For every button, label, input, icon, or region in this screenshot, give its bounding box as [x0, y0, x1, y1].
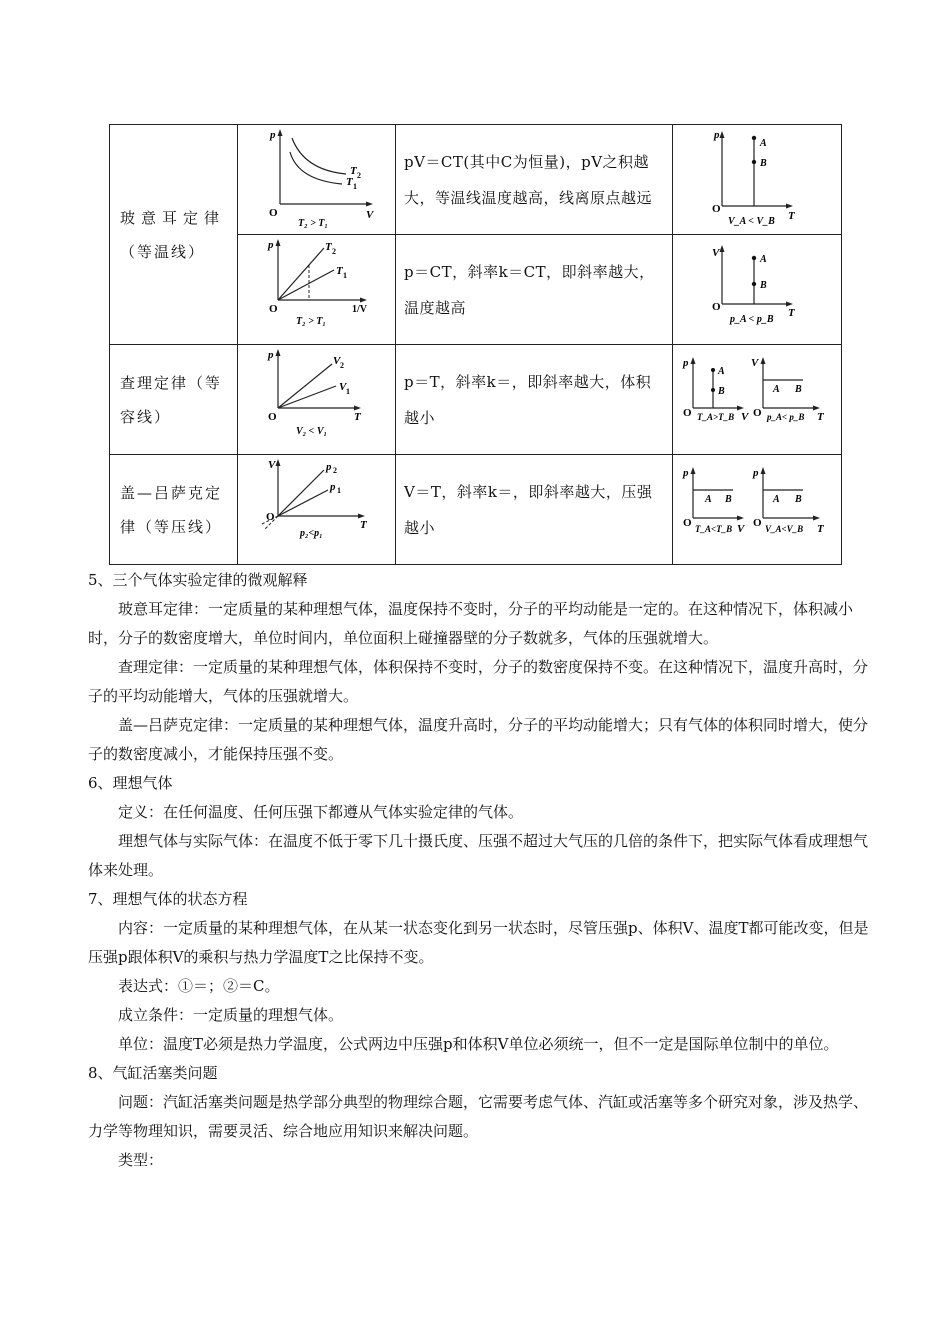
graph-caption: T_A>T_B [697, 411, 735, 422]
origin-label: O [268, 302, 278, 315]
paragraph: 内容：一定质量的某种理想气体，在从某一状态变化到另一状态时，尽管压强p、体积V、温度T都可能改变，但是压强p跟体积V的乘积与热力学温度T之比保持不变。 [88, 919, 869, 966]
example-pair-plot [677, 346, 837, 450]
point-label-b: B [760, 157, 767, 169]
axis-label-y: p [269, 128, 275, 141]
axis-label-y: p [683, 356, 689, 369]
axis-label-x: V [741, 410, 749, 423]
point-label-a: A [718, 365, 725, 377]
point-label-b: B [795, 493, 802, 505]
line-label-p2-sub: 2 [332, 465, 337, 475]
origin-label: O [712, 202, 721, 215]
origin-label: O [265, 510, 275, 523]
body-text [88, 566, 878, 1175]
law-description: p＝CT，斜率k＝CT，即斜率越大，温度越高 [396, 235, 673, 345]
table-row [110, 455, 842, 565]
origin-label: O [683, 406, 692, 419]
point-label-a: A [705, 493, 712, 505]
point-label-a: A [760, 137, 767, 149]
paragraph: 表达式：①＝；②＝C。 [118, 977, 280, 995]
point-a [752, 255, 756, 259]
graph-isotherm-pv [238, 125, 396, 235]
section-heading: 7、理想气体的状态方程 [88, 890, 248, 908]
isotherm-pv-plot [242, 126, 392, 230]
paragraph: 定义：在任何温度、任何压强下都遵从气体实验定律的气体。 [118, 803, 524, 821]
graph-caption: V_A < V_B [728, 215, 775, 227]
example-graph [673, 125, 842, 235]
graph-caption: p_A< p_B [767, 411, 805, 422]
law-description: pV＝CT(其中C为恒量)，pV之积越大，等温线温度越高，线离原点越远 [396, 125, 673, 235]
graph-caption: p₂<p₁ [299, 527, 323, 539]
paragraph: 查理定律：一定质量的某种理想气体，体积保持不变时，分子的数密度保持不变。在这种情况下，温度升高时，分子的平均动能增大，气体的压强就增大。 [88, 658, 869, 705]
isotherm-line-t2 [278, 248, 324, 300]
axis-label-x: 1/V [351, 303, 367, 315]
section-heading: 6、理想气体 [88, 774, 173, 792]
graph-caption: p_A < p_B [730, 313, 774, 325]
origin-label: O [753, 516, 762, 529]
isobar-line-p1 [278, 490, 328, 516]
isochore-line-v2 [278, 364, 332, 408]
axis-label-y: p [714, 128, 720, 141]
graph-caption: T_A<T_B [695, 523, 733, 534]
paragraph: 成立条件：一定质量的理想气体。 [118, 1006, 344, 1024]
origin-label: O [753, 406, 762, 419]
example-vt-plot [682, 236, 832, 340]
example-graph [673, 235, 842, 345]
law-name-line: （等温线） [120, 242, 206, 261]
law-name-line: 玻意耳定律 [120, 208, 226, 227]
line-label-t1-sub: 1 [342, 270, 347, 280]
line-label-p2: p [325, 460, 331, 473]
origin-label: O [712, 300, 721, 313]
graph-isobar [238, 455, 396, 565]
origin-label: O [683, 516, 692, 529]
line-label-p1: p [329, 480, 335, 493]
line-label-v2-sub: 2 [339, 360, 344, 370]
section-heading: 8、气缸活塞类问题 [88, 1064, 218, 1082]
line-label-v1-sub: 1 [345, 386, 350, 396]
point-label-a: A [760, 253, 767, 265]
axis-label-x: V [737, 522, 745, 535]
axis-label-x: T [353, 410, 361, 423]
isochore-line-v1 [278, 386, 336, 408]
curve-label-t1: T [345, 175, 353, 188]
origin-label: O [267, 410, 277, 423]
isotherm-curve-t1 [290, 152, 342, 184]
example-pt-plot [682, 126, 832, 230]
paragraph: 单位：温度T必须是热力学温度，公式两边中压强p和体积V单位必须统一，但不一定是国际单位制中的单位。 [118, 1035, 839, 1053]
isochore-plot [242, 346, 392, 450]
graph-isotherm-p-invv [238, 235, 396, 345]
law-name-gaylussac: 盖—吕萨克定律（等压线） [110, 455, 238, 565]
curve-label-t2-sub: 2 [356, 170, 361, 180]
axis-label-y: p [267, 348, 273, 361]
origin-label: O [268, 206, 278, 219]
table-row [110, 345, 842, 455]
axis-label-y: V [712, 246, 720, 259]
axis-label-y: V [267, 458, 275, 471]
point-b [711, 388, 715, 392]
line-label-t2-sub: 2 [331, 246, 336, 256]
axis-label-x: T [817, 522, 824, 535]
axis-label-y: p [753, 466, 759, 479]
gas-laws-table [109, 124, 842, 565]
line-label-t1: T [335, 264, 343, 277]
example-graph [673, 345, 842, 455]
graph-caption: T₂ > T₁ [295, 315, 326, 327]
graph-caption: T₂ > T₁ [297, 217, 328, 229]
point-label-b: B [725, 493, 732, 505]
law-description: p＝T，斜率k＝，即斜率越大，体积越小 [396, 345, 673, 455]
paragraph: 问题：汽缸活塞类问题是热学部分典型的物理综合题，它需要考虑气体、汽缸或活塞等多个研究对象，涉及热学、力学等物理知识，需要灵活、综合地应用知识来解决问题。 [88, 1093, 869, 1140]
axis-label-x: T [817, 410, 824, 423]
paragraph: 盖—吕萨克定律：一定质量的某种理想气体，温度升高时，分子的平均动能增大；只有气体的体积同时增大，使分子的数密度减小，才能保持压强不变。 [88, 716, 869, 763]
paragraph: 理想气体与实际气体：在温度不低于零下几十摄氏度、压强不超过大气压的几倍的条件下，把实际气体看成理想气体来处理。 [88, 832, 869, 879]
line-label-p1-sub: 1 [336, 485, 341, 495]
isobar-plot [242, 456, 392, 560]
point-label-a: A [773, 493, 780, 505]
graph-isochore [238, 345, 396, 455]
law-name-charles: 查理定律（等容线） [110, 345, 238, 455]
point-label-a: A [773, 383, 780, 395]
axis-label-x: T [788, 306, 795, 319]
line-label-v1: V [338, 380, 346, 393]
paragraph: 类型： [118, 1151, 164, 1169]
table-row [110, 125, 842, 235]
line-label-v2: V [332, 354, 340, 367]
axis-label-x: T [359, 518, 367, 531]
axis-label-y: p [267, 238, 273, 251]
isotherm-p-invv-plot [242, 236, 392, 340]
axis-label-x: V [365, 208, 373, 221]
axis-label-y: p [683, 466, 689, 479]
curve-label-t2: T [349, 164, 357, 177]
law-name-boyle [110, 125, 238, 345]
point-a [711, 368, 715, 372]
graph-caption: V₂ < V₁ [295, 425, 327, 437]
line-label-t2: T [324, 240, 332, 253]
example-pair-plot [677, 456, 837, 560]
law-description: V＝T，斜率k＝，即斜率越大，压强越小 [396, 455, 673, 565]
point-b [752, 281, 756, 285]
isotherm-line-t1 [278, 270, 334, 300]
section-heading: 5、三个气体实验定律的微观解释 [88, 571, 308, 589]
point-label-b: B [718, 385, 725, 397]
point-label-b: B [760, 279, 767, 291]
point-b [752, 159, 756, 163]
example-graph [673, 455, 842, 565]
paragraph: 玻意耳定律：一定质量的某种理想气体，温度保持不变时，分子的平均动能是一定的。在这种情况下，体积减小时，分子的数密度增大，单位时间内，单位面积上碰撞器壁的分子数就多，气体的压强就增大。 [88, 600, 854, 647]
axis-label-x: T [788, 209, 795, 222]
curve-label-t1-sub: 1 [352, 181, 357, 191]
isobar-line-p2 [278, 470, 324, 516]
axis-label-y: V [751, 356, 759, 369]
point-label-b: B [795, 383, 802, 395]
graph-caption: V_A<V_B [765, 523, 804, 534]
